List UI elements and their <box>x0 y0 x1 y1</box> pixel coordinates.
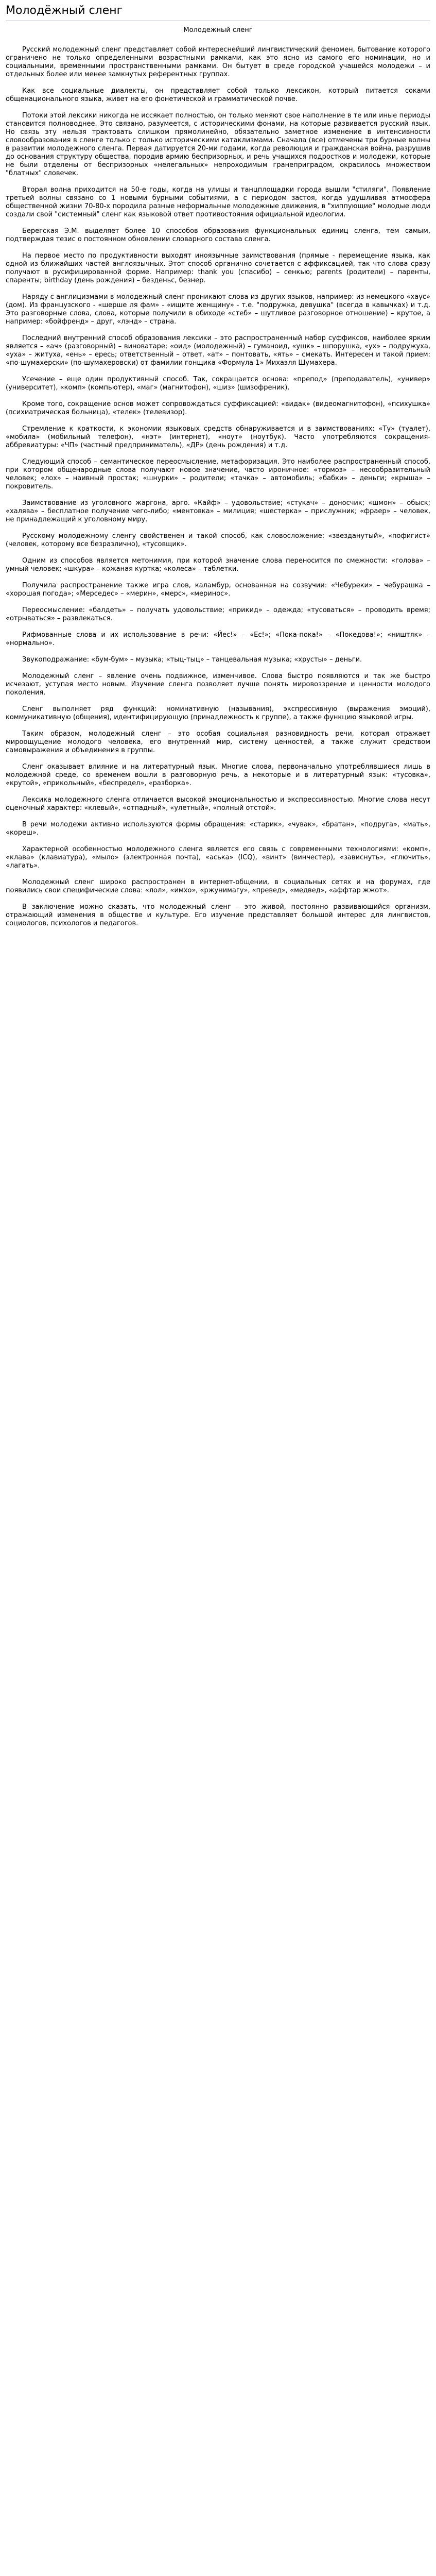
paragraph: Стремление к краткости, к экономии языковых средств обнаруживается и в заимствованиях: «Ту» (туалет), «мобила» (мобильный телефон), «нэт» (интернет), «ноут» (ноутбук). Часто употребляются сокращения-аббревиатуры: «ЧП» (частный предприниматель), «ДР» (день рождения) и т.д. <box>6 425 430 449</box>
paragraph: Лексика молодежного сленга отличается высокой эмоциональностью и экспрессивностью. Многие слова несут оценочный характер: «клевый», «отпадный», «улетный», «полный отстой». <box>6 796 430 812</box>
article-body <box>6 46 430 928</box>
paragraph: Берегская Э.М. выделяет более 10 способов образования функциональных единиц сленга, тем самым, подтверждая тезис о постоянном обновлении словарного состава сленга. <box>6 227 430 243</box>
paragraph: Сленг оказывает влияние и на литературный язык. Многие слова, первоначально употреблявшиеся лишь в молодежной среде, со временем вошли в разговорную речь, а некоторые и в литературный язык: «тусовка», «крутой», «прикольный», «беспредел», «разборка». <box>6 763 430 787</box>
paragraph: Последний внутренний способ образования лексики – это распространенный набор суффиксов, наиболее ярким является – «ач» (разговорный) – виноватаре; «оид» (молодежный) – гуманоид, «ушк» – шпорушка, «ух» – подружуха, «уха» – житуха, «ень» – ересь; ответственный – ответ, «ат» – понтовать, «ять» – смекать. Интересен и такой прием: «по-шумахерски» (по-шумахеровски) от фамилии гонщика «Формула 1» Михаэля Шумахера. <box>6 334 430 367</box>
paragraph: Рифмованные слова и их использование в речи: «Йес!» – «Ес!»; «Пока-пока!» – «Покедова!»; «ништяк» – «нормально». <box>6 631 430 647</box>
paragraph: Характерной особенностью молодежного сленга является его связь с современными технологиями: «комп», «клава» (клавиатура), «мыло» (электронная почта), «аська» (ICQ), «винт» (винчестер), «зависнуть», «глючить», «лагать». <box>6 845 430 870</box>
paragraph: Получила распространение также игра слов, каламбур, основанная на созвучии: «Чебуреки» – чебурашка – «хорошая погода»; «Мерседес» – «мерин», «мерс», «меринос». <box>6 582 430 598</box>
paragraph: Усечение – еще один продуктивный способ. Так, сокращается основа: «препод» (преподаватель), «универ» (университет), «комп» (компьютер), «маг» (магнитофон), «шиз» (шизофреник). <box>6 376 430 392</box>
paragraph: Молодежный сленг широко распространен в интернет-общении, в социальных сетях и на форумах, где появились свои специфические слова: «лол», «имхо», «ржунимагу», «превед», «медвед», «аффтар жжот». <box>6 878 430 894</box>
page <box>0 0 436 944</box>
paragraph: Одним из способов является метонимия, при которой значение слова переносится по смежности: «голова» – умный человек; «шкура» – кожаная куртка; «колеса» – таблетки. <box>6 557 430 573</box>
paragraph: Сленг выполняет ряд функций: номинативную (называния), экспрессивную (выражения эмоций), коммуникативную (общения), идентифицирующую (принадлежность к группе), а также функцию языковой игры. <box>6 705 430 721</box>
paragraph: Русский молодежный сленг представляет собой интереснейший лингвистический феномен, бытование которого ограничено не только определенными возрастными рамками, как это ясно из самого его номинации, но и социальными, временными пространственными рамками. Он бытует в среде городской учащейся молодежи – и отдельных более или менее замкнутых референтных группах. <box>6 46 430 78</box>
paragraph: В заключение можно сказать, что молодежный сленг – это живой, постоянно развивающийся организм, отражающий изменения в обществе и культуре. Его изучение представляет большой интерес для лингвистов, социологов, психологов и педагогов. <box>6 903 430 927</box>
paragraph: Потоки этой лексики никогда не иссякает полностью, он только меняют свое наполнение в те или иные периоды становится полноводнее. Это связано, разумеется, с историческими фонами, на которые развивается русский язык. Но связь эту нельзя трактовать слишком прямолинейно, обязательно заметное изменение в интенсивности словообразования в сленге только с только историческими катаклизмами. Сначала (все) отмечены три бурные волны в развитии молодежного сленга. Первая датируется 20-ми годами, когда революция и гражданская война, разрушив до основания структуру общества, породив армию беспризорных, и речь учащихся подростков и молодежи, которые не были отделены от беспризорных «нелегальных» непроходимым гранеприградом, окрасилось множеством "блатных" словечек. <box>6 112 430 177</box>
paragraph: Следующий способ – семантическое переосмысление, метафоризация. Это наиболее распространенный способ, при котором общенародные слова получают новое значение, часто ироничное: «тормоз» – несообразительный человек; «лох» – наивный простак; «шнурки» – родители; «тачка» – автомобиль; «бабки» – деньги; «крыша» – покровитель. <box>6 458 430 490</box>
paragraph: Как все социальные диалекты, он представляет собой только лексикон, который питается соками общенационального языка, живет на его фонетической и грамматической почве. <box>6 87 430 103</box>
paragraph: Звукоподражание: «бум-бум» – музыка; «тыц-тыц» – танцевальная музыка; «хрусты» – деньги. <box>22 656 362 664</box>
paragraph: В речи молодежи активно используются формы обращения: «старик», «чувак», «братан», «подруга», «мать», «кореш». <box>6 821 430 837</box>
article-heading: Молодежный сленг <box>183 26 253 34</box>
paragraph: На первое место по продуктивности выходят иноязычные заимствования (прямые - перемещение языка, как одной из ближайших частей англоязычных. Этот способ органично сочетается с аффиксацией, так что слова сразу получают в русифицированной форме. Например: thank you (спасибо) – сенкью; parents (родители) – паренты, спаренты; birthday (день рождения) – безденьс, безнер. <box>6 252 430 284</box>
paragraph: Русскому молодежному сленгу свойственен и такой способ, как словосложение: «звезданутый», «пофигист» (человек, которому все безразлично), «тусовщик». <box>6 532 430 548</box>
paragraph: Заимствование из уголовного жаргона, арго. «Кайф» – удовольствие; «стукач» – доносчик; «шмон» – обыск; «халява» – бесплатное получение чего-либо; «ментовка» – милиция; «шестерка» – прислужник; «фраер» – человек, не принадлежащий к уголовному миру. <box>6 499 430 523</box>
paragraph: Вторая волна приходится на 50-е годы, когда на улицы и танцплощадки города вышли "стиляги". Появление третьей волны связано со 1 новыми бурными событиями, а с периодом застоя, когда удушливая атмосфера общественной жизни 70-80-х породила разные неформальные молодежные движения, в "хиппующие" молодые люди создали свой "системный" сленг как языковой ответ противостояния официальной идеологии. <box>6 186 430 218</box>
paragraph: Молодежный сленг – явление очень подвижное, изменчивое. Слова быстро появляются и так же быстро исчезают, уступая место новым. Изучение сленга позволяет лучше понять мировоззрение и ценности молодого поколения. <box>6 672 430 697</box>
paragraph: Переосмысление: «балдеть» – получать удовольствие; «прикид» – одежда; «тусоваться» – проводить время; «отрываться» – развлекаться. <box>6 606 430 622</box>
paragraph: Кроме того, сокращение основ может сопровождаться суффиксацией: «видак» (видеомагнитофон), «психушка» (психиатрическая больница), «телек» (телевизор). <box>6 400 430 416</box>
paragraph: Таким образом, молодежный сленг – это особая социальная разновидность речи, которая отражает мироощущение молодого человека, его внутренний мир, систему ценностей, а также служит средством самовыражения и объединения в группы. <box>6 730 430 754</box>
paragraph: Наряду с англицизмами в молодежный сленг проникают слова из других языков, например: из немецкого «хаус» (дом). Из французского - «шерше ля фам» - «ищите женщину» - т.е. "подружка, девушка" (всегда в кавычках) и т.д. Это разговорные слова, слова, которые получили в обиходе «стеб» – шутливое разговорное отношение) – крутое, а например: «бойфренд» – друг, «лэнд» – страна. <box>6 293 430 326</box>
page-title: Молодёжный сленг <box>6 0 430 21</box>
